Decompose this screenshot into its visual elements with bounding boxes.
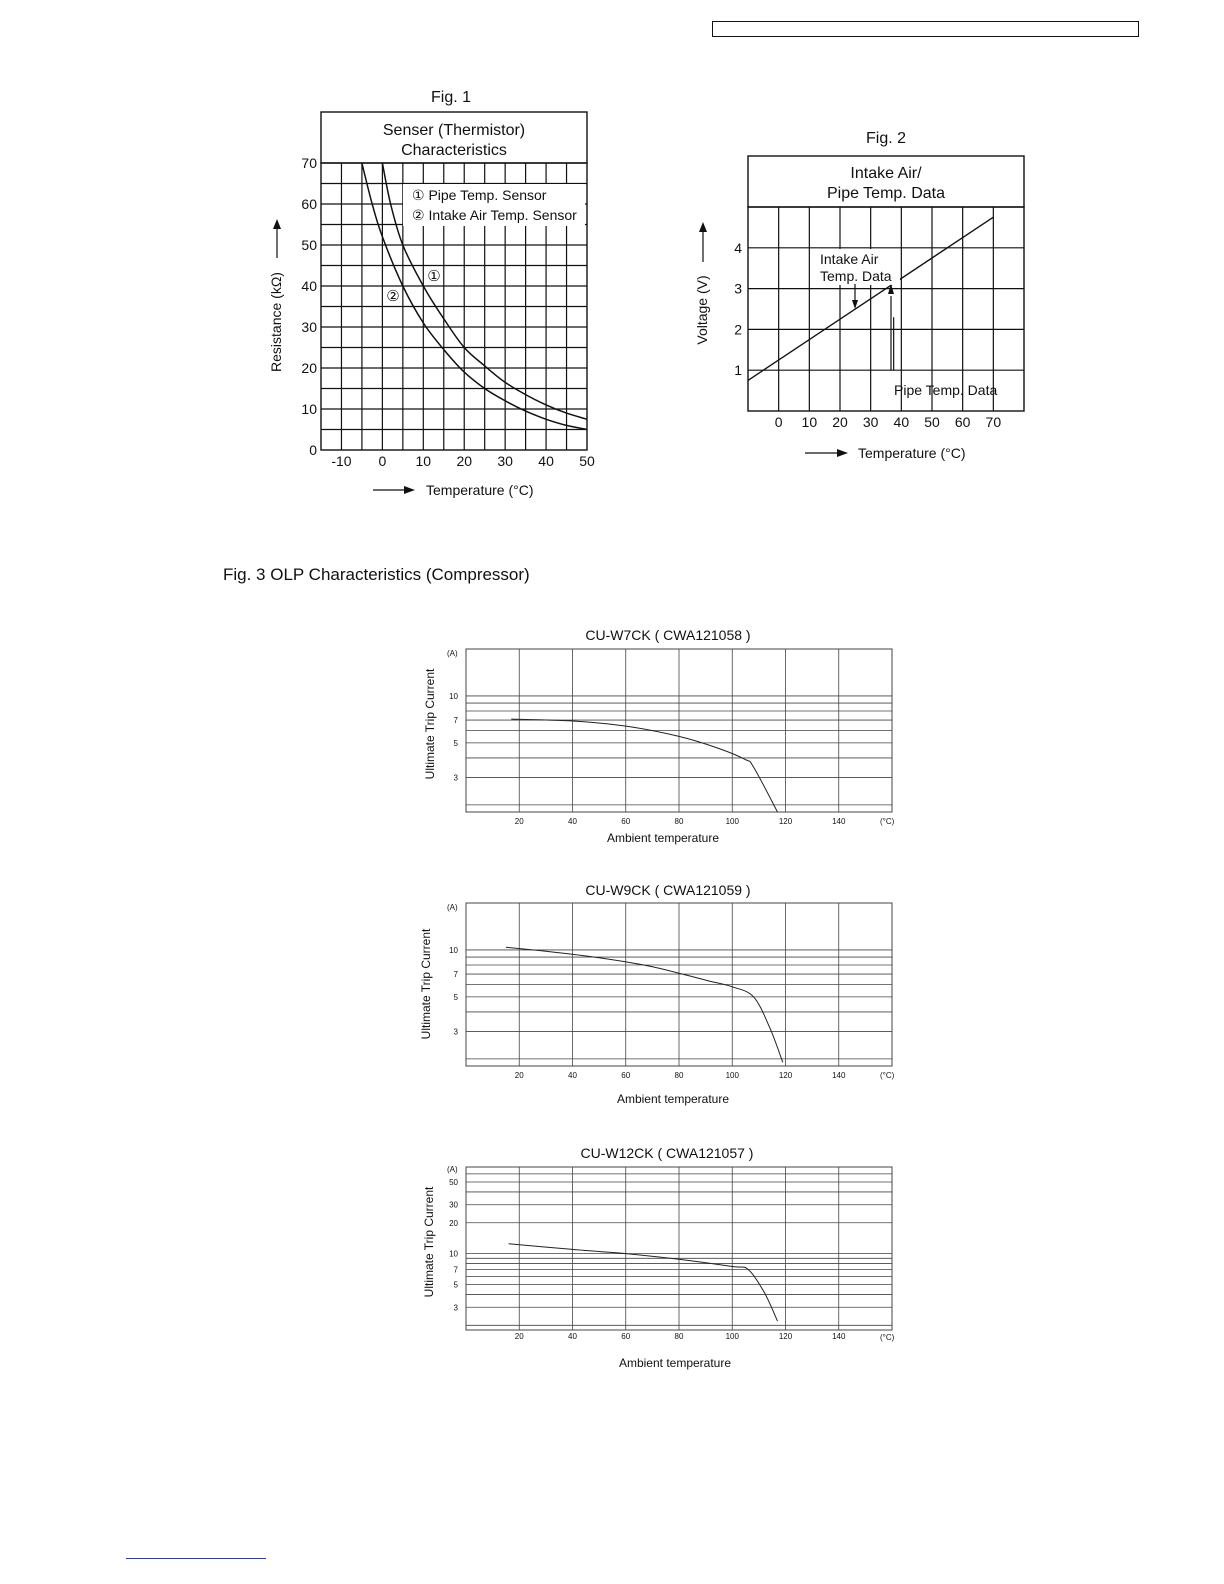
olp-x-unit-cu-w7ck: (°C)	[880, 817, 895, 826]
olp-y-label-cu-w9ck: Ultimate Trip Current	[419, 928, 433, 1040]
olp-curve	[511, 719, 777, 812]
olp-chart-cu-w12ck	[422, 1145, 895, 1370]
olp-curve	[506, 947, 783, 1062]
olp-curve	[509, 1244, 778, 1321]
olp-x-tick: 80	[674, 1071, 684, 1080]
fig1-x-ticks	[331, 453, 595, 469]
fig2-y-tick: 2	[734, 321, 742, 338]
fig1-x-tick: 40	[538, 453, 554, 469]
fig2-y-tick: 1	[734, 362, 742, 379]
olp-x-tick: 40	[568, 1332, 577, 1341]
olp-curve-group-cu-w7ck	[511, 719, 777, 812]
fig1-x-tick: 50	[579, 453, 595, 469]
fig1-chart	[268, 89, 595, 498]
fig2-x-tick: 30	[862, 414, 879, 430]
olp-x-tick: 100	[725, 1071, 739, 1080]
olp-x-tick: 80	[674, 1332, 684, 1341]
olp-x-tick: 20	[514, 1071, 524, 1080]
olp-x-tick: 120	[778, 817, 793, 826]
fig1-x-tick: -10	[331, 453, 352, 469]
olp-x-tick: 100	[725, 1332, 739, 1341]
olp-x-label-cu-w9ck: Ambient temperature	[616, 1092, 730, 1106]
olp-x-tick: 140	[832, 817, 846, 826]
fig1-y-tick: 70	[301, 155, 317, 171]
footer-link-underline	[126, 1558, 266, 1559]
fig2-annotation-pipe: Pipe Temp. Data	[894, 382, 998, 398]
fig1-x-tick: 10	[415, 453, 432, 469]
olp-grid-cu-w7ck	[466, 649, 892, 812]
olp-y-tick: 5	[453, 992, 458, 1002]
olp-y-tick: 5	[453, 738, 458, 748]
olp-y-tick: 7	[453, 970, 458, 980]
olp-y-tick: 10	[449, 1249, 458, 1259]
olp-x-tick: 120	[778, 1071, 793, 1080]
fig2-annotation-intake-2: Temp. Data	[820, 268, 892, 284]
olp-y-tick: 30	[449, 1200, 458, 1210]
fig2-plot-frame	[748, 207, 1024, 411]
fig1-label: Fig. 1	[430, 89, 472, 106]
olp-x-tick: 40	[568, 817, 577, 826]
fig1-y-tick: 40	[301, 278, 317, 294]
olp-title-cu-w9ck: CU-W9CK ( CWA121059 )	[585, 882, 751, 898]
fig1-x-tick: 20	[456, 453, 473, 469]
fig1-legend-intake: ② Intake Air Temp. Sensor	[412, 207, 577, 223]
fig1-x-arrow-head	[404, 486, 415, 494]
fig2-y-arrow-head	[699, 222, 707, 232]
olp-x-tick: 60	[621, 1071, 631, 1080]
olp-ticks-cu-w12ck	[449, 1178, 846, 1341]
olp-y-tick: 3	[453, 1303, 458, 1313]
fig2-x-tick: 20	[832, 414, 848, 430]
olp-x-tick: 80	[674, 817, 684, 826]
fig2-x-tick: 0	[774, 414, 783, 430]
fig2-x-arrow-head	[837, 449, 848, 457]
fig2-y-label: Voltage (V)	[694, 275, 710, 345]
fig2-x-tick: 60	[954, 414, 971, 430]
olp-y-unit-cu-w9ck: (A)	[447, 903, 458, 912]
fig2-x-tick: 50	[924, 414, 940, 430]
fig1-y-tick: 50	[301, 237, 317, 253]
fig2-y-ticks	[734, 240, 742, 378]
fig1-y-ticks	[301, 155, 317, 458]
olp-y-tick: 5	[453, 1280, 458, 1290]
olp-y-tick: 7	[453, 1265, 458, 1275]
fig2-grid	[748, 207, 1024, 411]
olp-x-unit-cu-w12ck: (°C)	[880, 1333, 895, 1342]
olp-y-tick: 10	[449, 945, 458, 955]
olp-y-unit-cu-w12ck: (A)	[447, 1165, 458, 1174]
fig1-y-tick: 20	[301, 360, 317, 376]
olp-y-unit-cu-w7ck: (A)	[447, 649, 458, 658]
fig2-y-tick: 4	[734, 239, 742, 256]
fig2-x-tick: 70	[985, 414, 1002, 430]
olp-ticks-cu-w7ck	[449, 692, 846, 826]
olp-x-tick: 120	[778, 1332, 793, 1341]
olp-x-label-cu-w12ck: Ambient temperature	[618, 1356, 732, 1370]
fig2-title-line-2: Pipe Temp. Data	[827, 185, 945, 202]
fig3-title: Fig. 3 OLP Characteristics (Compressor)	[223, 565, 530, 584]
olp-x-tick: 20	[514, 1332, 524, 1341]
olp-x-tick: 60	[621, 1332, 631, 1341]
fig1-title-line-1: Senser (Thermistor)	[382, 122, 526, 139]
fig1-curve-mark-2: ②	[386, 288, 400, 305]
fig1-x-tick: 30	[497, 453, 513, 469]
fig1-legend-pipe: ① Pipe Temp. Sensor	[412, 187, 547, 203]
olp-x-label-cu-w7ck: Ambient temperature	[606, 831, 720, 845]
fig1-x-label: Temperature (°C)	[426, 482, 534, 498]
fig1-y-label: Resistance (kΩ)	[268, 272, 284, 372]
fig1-y-arrow-head	[273, 219, 281, 229]
olp-grid-cu-w12ck	[466, 1167, 892, 1330]
fig1-y-tick: 0	[309, 442, 317, 458]
olp-y-tick: 7	[453, 716, 458, 726]
olp-x-unit-cu-w9ck: (°C)	[880, 1071, 895, 1080]
olp-y-label-cu-w7ck: Ultimate Trip Current	[423, 668, 437, 780]
olp-y-tick: 3	[453, 773, 458, 783]
fig1-x-tick: 0	[378, 453, 387, 469]
olp-x-tick: 40	[568, 1071, 577, 1080]
olp-x-tick: 20	[514, 817, 524, 826]
fig2-x-ticks	[775, 414, 1002, 430]
olp-title-cu-w7ck: CU-W7CK ( CWA121058 )	[585, 627, 751, 643]
fig2-title-line-1: Intake Air/	[850, 165, 922, 182]
olp-y-label-cu-w12ck: Ultimate Trip Current	[422, 1186, 436, 1298]
fig2-chart	[694, 130, 1024, 461]
olp-x-tick: 100	[725, 817, 739, 826]
olp-y-tick: 10	[449, 691, 458, 701]
olp-x-tick: 140	[832, 1071, 846, 1080]
olp-chart-cu-w9ck	[419, 882, 895, 1106]
fig2-x-label: Temperature (°C)	[858, 445, 966, 461]
olp-x-tick: 140	[832, 1332, 846, 1341]
olp-y-tick: 50	[449, 1177, 458, 1187]
olp-y-tick: 3	[453, 1027, 458, 1037]
olp-curve-group-cu-w9ck	[506, 947, 783, 1062]
fig1-title-line-2: Characteristics	[401, 142, 507, 159]
olp-title-cu-w12ck: CU-W12CK ( CWA121057 )	[580, 1145, 754, 1161]
olp-y-tick: 20	[449, 1218, 458, 1228]
olp-x-tick: 60	[621, 817, 631, 826]
olp-chart-cu-w7ck	[423, 627, 895, 845]
fig2-label: Fig. 2	[865, 130, 907, 147]
fig1-y-tick: 30	[301, 319, 317, 335]
fig1-y-tick: 60	[301, 196, 317, 212]
fig1-y-tick: 10	[301, 401, 317, 417]
fig2-x-tick: 10	[801, 414, 818, 430]
fig2-y-tick: 3	[734, 280, 742, 297]
fig2-x-tick: 40	[893, 414, 910, 430]
olp-grid-cu-w9ck	[466, 903, 892, 1066]
fig1-curve-mark-1: ①	[427, 268, 441, 285]
fig2-annotation-intake-1: Intake Air	[820, 251, 879, 267]
olp-curve-group-cu-w12ck	[509, 1244, 778, 1321]
